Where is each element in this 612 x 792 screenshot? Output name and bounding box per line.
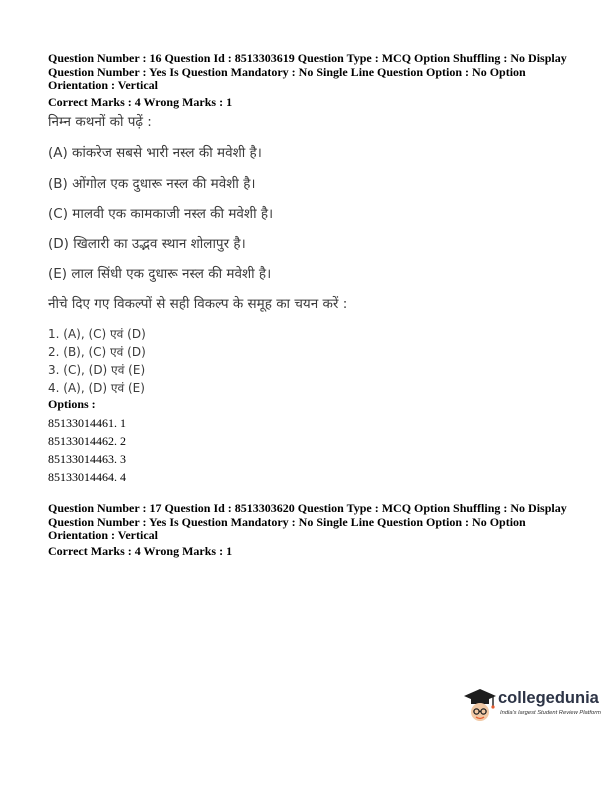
choice-4: 4. (A), (D) एवं (E) [48, 381, 145, 395]
statement-b: (B) ओंगोल एक दुधारू नस्ल की मवेशी है। [48, 176, 256, 192]
question-16-instruction: नीचे दिए गए विकल्पों से सही विकल्प के समूह का चयन करें : [48, 296, 348, 312]
statement-d: (D) खिलारी का उद्भव स्थान शोलापुर है। [48, 236, 246, 252]
choice-3: 3. (C), (D) एवं (E) [48, 363, 146, 377]
question-17-marks: Correct Marks : 4 Wrong Marks : 1 [48, 544, 233, 558]
graduation-cap-icon [462, 686, 498, 726]
option-4: 85133014464. 4 [48, 470, 126, 484]
option-1: 85133014461. 1 [48, 416, 126, 430]
question-16-marks: Correct Marks : 4 Wrong Marks : 1 [48, 95, 233, 109]
question-17-header: Question Number : 17 Question Id : 8513303620 Question Type : MCQ Option Shuffling : No Display Question Number : Yes Is Question Mandatory : No Single Line Question Option : No Option Orientation : Vertical [48, 501, 567, 542]
question-16-prompt: निम्न कथनों को पढ़ें : [48, 114, 152, 130]
question-16-header: Question Number : 16 Question Id : 8513303619 Question Type : MCQ Option Shuffling : No Display Question Number : Yes Is Question Mandatory : No Single Line Question Option : No Option Orientation : Vertical [48, 51, 567, 92]
logo-tagline: India's largest Student Review Platform [500, 710, 601, 716]
options-label: Options : [48, 397, 96, 411]
statement-e: (E) लाल सिंधी एक दुधारू नस्ल की मवेशी है। [48, 266, 272, 282]
choice-2: 2. (B), (C) एवं (D) [48, 345, 146, 359]
option-2: 85133014462. 2 [48, 434, 126, 448]
option-3: 85133014463. 3 [48, 452, 126, 466]
collegedunia-logo [462, 686, 601, 730]
statement-a: (A) कांकरेज सबसे भारी नस्ल की मवेशी है। [48, 145, 262, 161]
statement-c: (C) मालवी एक कामकाजी नस्ल की मवेशी है। [48, 206, 274, 222]
logo-wordmark: collegedunia [498, 689, 599, 707]
choice-1: 1. (A), (C) एवं (D) [48, 327, 146, 341]
